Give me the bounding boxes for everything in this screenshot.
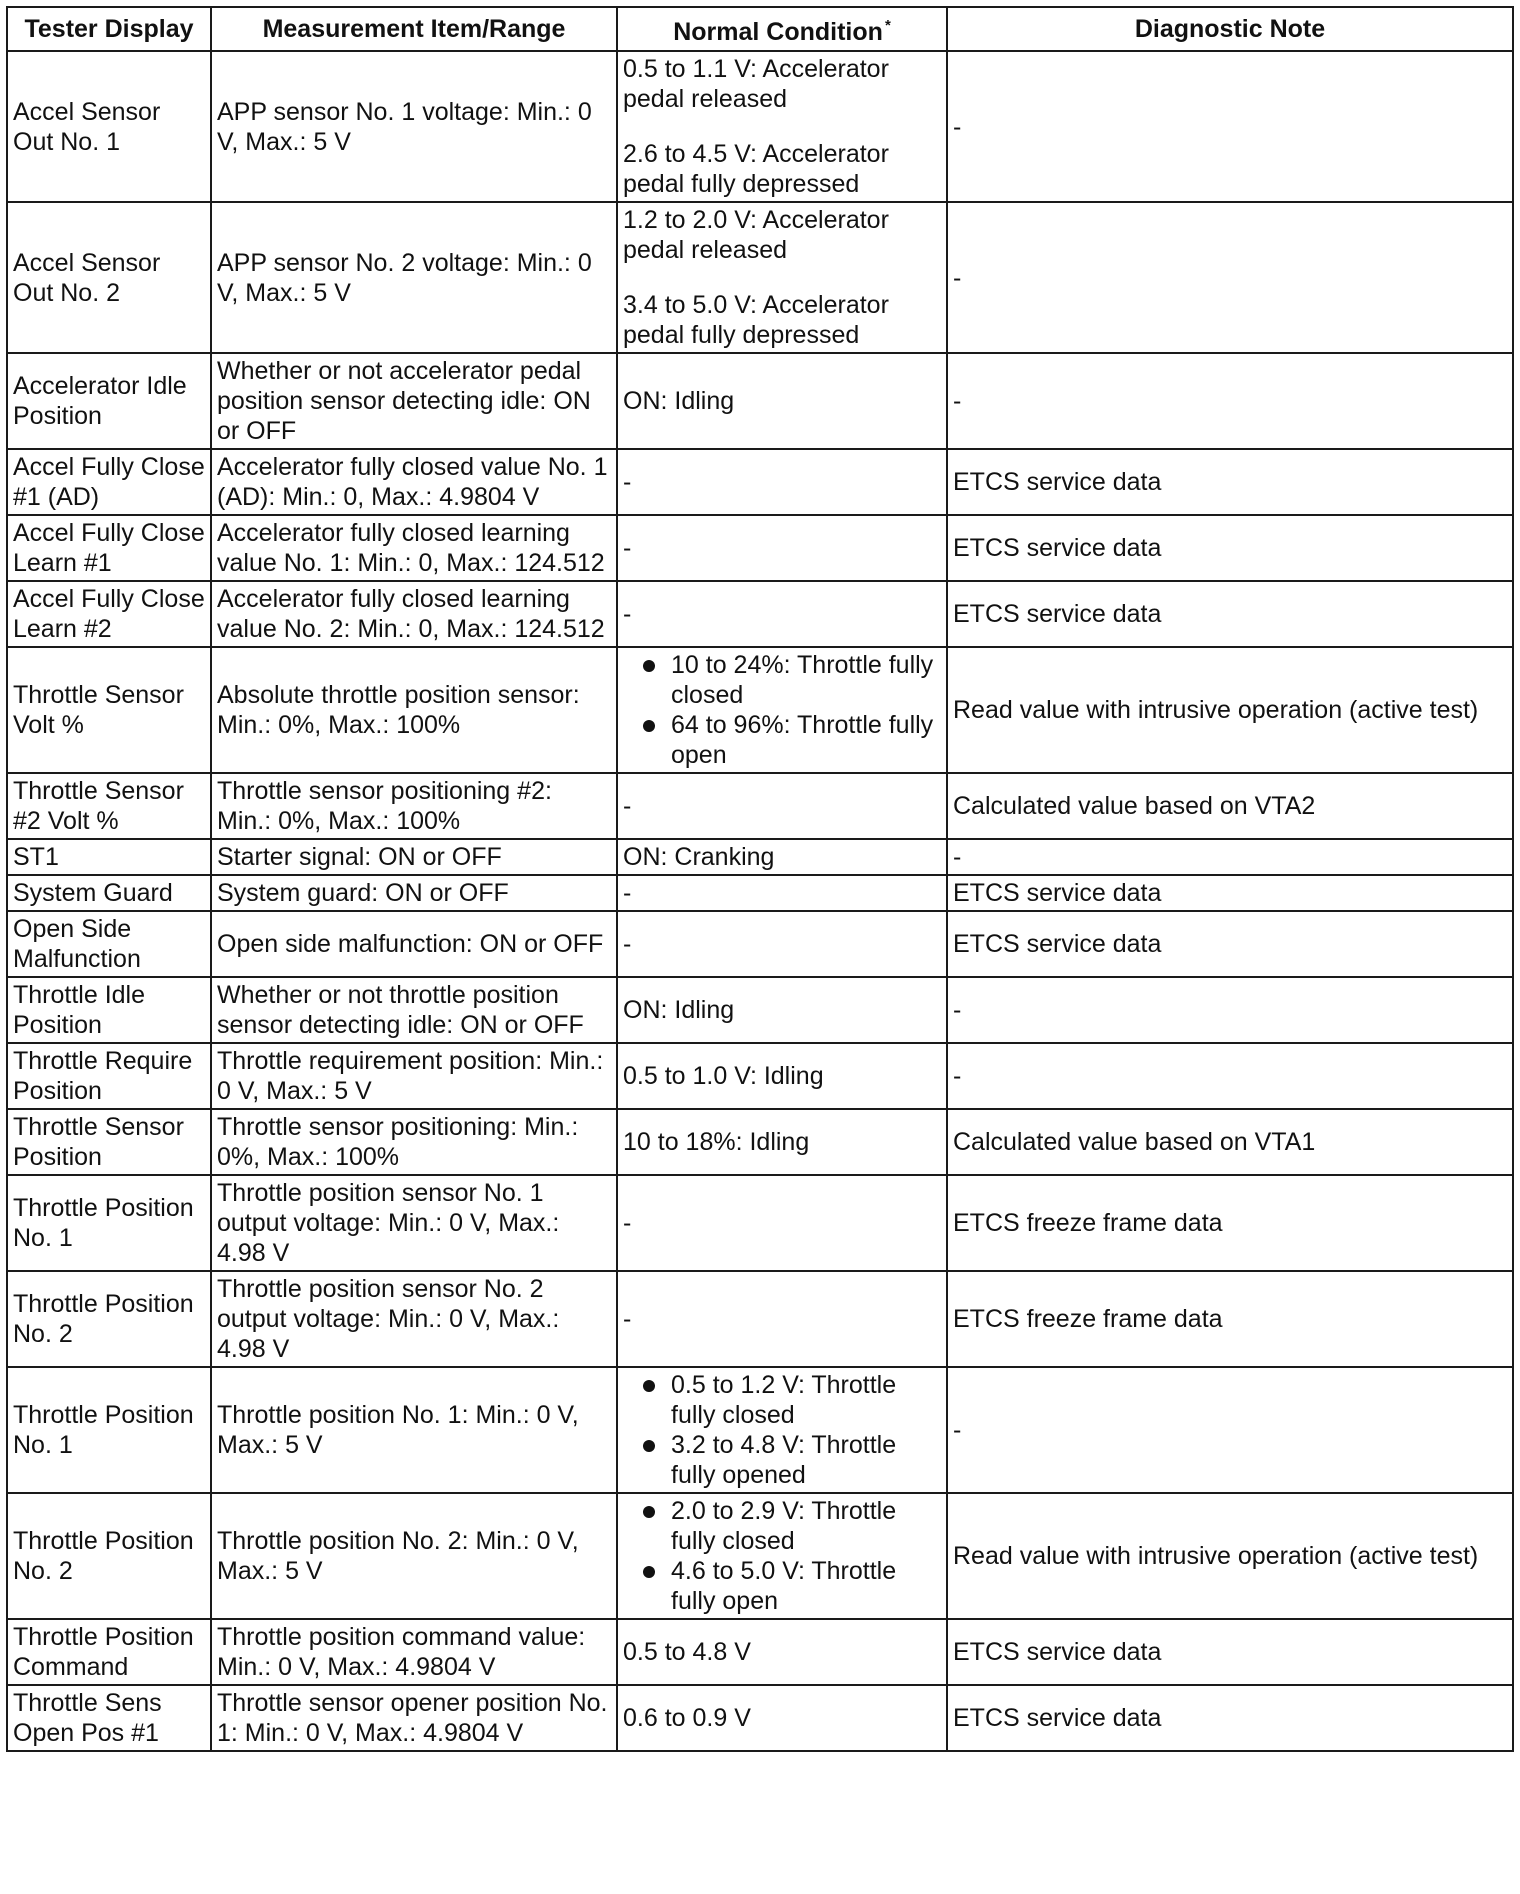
cell-diagnostic-note: ETCS service data	[947, 1685, 1513, 1751]
cell-measurement: Absolute throttle position sensor: Min.: 0%, Max.: 100%	[211, 647, 617, 773]
cell-diagnostic-note: ETCS service data	[947, 875, 1513, 911]
cell-measurement: Throttle sensor positioning: Min.: 0%, Max.: 100%	[211, 1109, 617, 1175]
cell-normal-condition	[617, 202, 947, 353]
cell-diagnostic-note: -	[947, 1367, 1513, 1493]
cell-normal-condition: 10 to 18%: Idling	[617, 1109, 947, 1175]
table-row	[7, 911, 1513, 977]
cell-tester-display: Throttle Require Position	[7, 1043, 211, 1109]
cell-normal-condition: -	[617, 1175, 947, 1271]
table-row	[7, 202, 1513, 353]
cell-tester-display: Throttle Position No. 1	[7, 1367, 211, 1493]
cell-normal-condition	[617, 1367, 947, 1493]
cell-diagnostic-note: ETCS service data	[947, 911, 1513, 977]
condition-bullet-list	[623, 650, 941, 770]
cell-normal-condition: ON: Idling	[617, 977, 947, 1043]
cell-diagnostic-note: ETCS freeze frame data	[947, 1271, 1513, 1367]
cell-diagnostic-note: -	[947, 839, 1513, 875]
cell-diagnostic-note: ETCS service data	[947, 449, 1513, 515]
cell-measurement: Throttle sensor positioning #2: Min.: 0%, Max.: 100%	[211, 773, 617, 839]
table-body	[7, 51, 1513, 1751]
cell-tester-display: Throttle Sensor Position	[7, 1109, 211, 1175]
cell-measurement: Throttle position sensor No. 1 output voltage: Min.: 0 V, Max.: 4.98 V	[211, 1175, 617, 1271]
cell-normal-condition: -	[617, 515, 947, 581]
header-row	[7, 7, 1513, 51]
cell-measurement: Throttle sensor opener position No. 1: Min.: 0 V, Max.: 4.9804 V	[211, 1685, 617, 1751]
condition-bullet-list	[623, 1496, 941, 1616]
condition-bullet-item: 10 to 24%: Throttle fully closed	[623, 650, 941, 710]
cell-measurement: Open side malfunction: ON or OFF	[211, 911, 617, 977]
table-row	[7, 1493, 1513, 1619]
cell-tester-display: Open Side Malfunction	[7, 911, 211, 977]
cell-tester-display: Throttle Position No. 2	[7, 1271, 211, 1367]
condition-bullet-item: 4.6 to 5.0 V: Throttle fully open	[623, 1556, 941, 1616]
condition-line: 3.4 to 5.0 V: Accelerator pedal fully depressed	[623, 291, 889, 349]
header-diagnostic-note: Diagnostic Note	[947, 7, 1513, 51]
cell-tester-display: Accel Sensor Out No. 2	[7, 202, 211, 353]
cell-measurement: Throttle position No. 2: Min.: 0 V, Max.: 5 V	[211, 1493, 617, 1619]
cell-normal-condition: 0.6 to 0.9 V	[617, 1685, 947, 1751]
cell-tester-display: Throttle Idle Position	[7, 977, 211, 1043]
table-row	[7, 839, 1513, 875]
condition-bullet-item: 3.2 to 4.8 V: Throttle fully opened	[623, 1430, 941, 1490]
cell-normal-condition	[617, 647, 947, 773]
cell-normal-condition: -	[617, 1271, 947, 1367]
cell-measurement: System guard: ON or OFF	[211, 875, 617, 911]
cell-tester-display: Throttle Sens Open Pos #1	[7, 1685, 211, 1751]
table-row	[7, 875, 1513, 911]
cell-normal-condition	[617, 51, 947, 202]
table-row	[7, 1271, 1513, 1367]
cell-tester-display: Throttle Position Command	[7, 1619, 211, 1685]
cell-measurement: Accelerator fully closed learning value No. 1: Min.: 0, Max.: 124.512	[211, 515, 617, 581]
cell-diagnostic-note: Calculated value based on VTA2	[947, 773, 1513, 839]
header-measurement: Measurement Item/Range	[211, 7, 617, 51]
table-row	[7, 1367, 1513, 1493]
cell-diagnostic-note: -	[947, 1043, 1513, 1109]
data-list-table	[6, 6, 1514, 1752]
condition-bullet-item: 0.5 to 1.2 V: Throttle fully closed	[623, 1370, 941, 1430]
cell-measurement: Accelerator fully closed value No. 1 (AD): Min.: 0, Max.: 4.9804 V	[211, 449, 617, 515]
condition-bullet-item: 2.0 to 2.9 V: Throttle fully closed	[623, 1496, 941, 1556]
cell-diagnostic-note: Read value with intrusive operation (active test)	[947, 1493, 1513, 1619]
cell-normal-condition: -	[617, 581, 947, 647]
table-row	[7, 449, 1513, 515]
cell-normal-condition: ON: Cranking	[617, 839, 947, 875]
cell-measurement: Throttle position sensor No. 2 output voltage: Min.: 0 V, Max.: 4.98 V	[211, 1271, 617, 1367]
cell-measurement: APP sensor No. 2 voltage: Min.: 0 V, Max.: 5 V	[211, 202, 617, 353]
cell-tester-display: Accel Sensor Out No. 1	[7, 51, 211, 202]
page	[6, 6, 1514, 1752]
cell-normal-condition	[617, 1493, 947, 1619]
cell-tester-display: Accel Fully Close Learn #2	[7, 581, 211, 647]
cell-diagnostic-note: Read value with intrusive operation (active test)	[947, 647, 1513, 773]
cell-tester-display: Throttle Sensor #2 Volt %	[7, 773, 211, 839]
table-row	[7, 773, 1513, 839]
cell-normal-condition: 0.5 to 1.0 V: Idling	[617, 1043, 947, 1109]
cell-normal-condition: 0.5 to 4.8 V	[617, 1619, 947, 1685]
condition-line: 2.6 to 4.5 V: Accelerator pedal fully depressed	[623, 140, 889, 198]
table-row	[7, 1109, 1513, 1175]
cell-tester-display: Accel Fully Close #1 (AD)	[7, 449, 211, 515]
table-row	[7, 1043, 1513, 1109]
table-row	[7, 977, 1513, 1043]
cell-measurement: Starter signal: ON or OFF	[211, 839, 617, 875]
condition-bullet-list	[623, 1370, 941, 1490]
cell-measurement: APP sensor No. 1 voltage: Min.: 0 V, Max.: 5 V	[211, 51, 617, 202]
table-row	[7, 1619, 1513, 1685]
header-normal-condition: Normal Condition *	[617, 7, 947, 51]
cell-tester-display: Throttle Position No. 2	[7, 1493, 211, 1619]
cell-tester-display: Accel Fully Close Learn #1	[7, 515, 211, 581]
asterisk-mark: *	[884, 17, 891, 34]
table-row	[7, 1175, 1513, 1271]
table-row	[7, 515, 1513, 581]
cell-diagnostic-note: ETCS freeze frame data	[947, 1175, 1513, 1271]
cell-diagnostic-note: ETCS service data	[947, 581, 1513, 647]
cell-measurement: Whether or not accelerator pedal position sensor detecting idle: ON or OFF	[211, 353, 617, 449]
cell-tester-display: Throttle Position No. 1	[7, 1175, 211, 1271]
cell-tester-display: Throttle Sensor Volt %	[7, 647, 211, 773]
cell-diagnostic-note: -	[947, 353, 1513, 449]
cell-measurement: Throttle position No. 1: Min.: 0 V, Max.: 5 V	[211, 1367, 617, 1493]
cell-measurement: Throttle requirement position: Min.: 0 V, Max.: 5 V	[211, 1043, 617, 1109]
table-row	[7, 581, 1513, 647]
condition-bullet-item: 64 to 96%: Throttle fully open	[623, 710, 941, 770]
cell-diagnostic-note: -	[947, 202, 1513, 353]
cell-normal-condition: -	[617, 773, 947, 839]
cell-tester-display: System Guard	[7, 875, 211, 911]
cell-measurement: Accelerator fully closed learning value No. 2: Min.: 0, Max.: 124.512	[211, 581, 617, 647]
cell-tester-display: ST1	[7, 839, 211, 875]
cell-normal-condition: ON: Idling	[617, 353, 947, 449]
table-row	[7, 51, 1513, 202]
cell-diagnostic-note: -	[947, 51, 1513, 202]
table-row	[7, 647, 1513, 773]
cell-diagnostic-note: ETCS service data	[947, 1619, 1513, 1685]
condition-line: 0.5 to 1.1 V: Accelerator pedal released	[623, 55, 889, 113]
cell-normal-condition: -	[617, 875, 947, 911]
condition-line: 1.2 to 2.0 V: Accelerator pedal released	[623, 206, 889, 264]
cell-tester-display: Accelerator Idle Position	[7, 353, 211, 449]
cell-diagnostic-note: ETCS service data	[947, 515, 1513, 581]
cell-normal-condition: -	[617, 911, 947, 977]
cell-measurement: Whether or not throttle position sensor detecting idle: ON or OFF	[211, 977, 617, 1043]
cell-diagnostic-note: Calculated value based on VTA1	[947, 1109, 1513, 1175]
cell-normal-condition: -	[617, 449, 947, 515]
table-row	[7, 353, 1513, 449]
table-row	[7, 1685, 1513, 1751]
header-tester-display: Tester Display	[7, 7, 211, 51]
cell-measurement: Throttle position command value: Min.: 0 V, Max.: 4.9804 V	[211, 1619, 617, 1685]
cell-diagnostic-note: -	[947, 977, 1513, 1043]
